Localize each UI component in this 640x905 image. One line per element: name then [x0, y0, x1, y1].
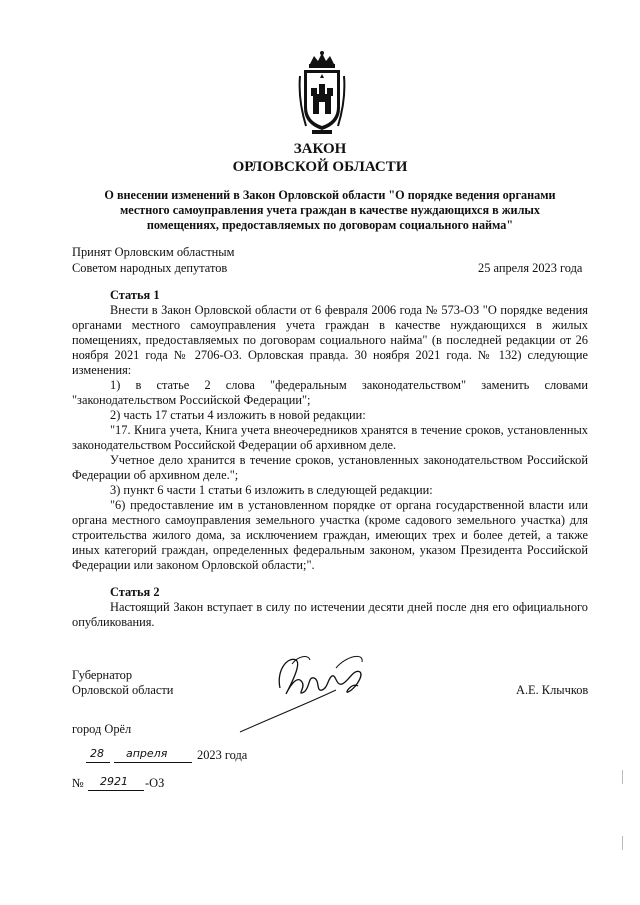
month-underline — [114, 762, 192, 763]
article-1-heading: Статья 1 — [110, 288, 160, 302]
article-1-item-3 — [72, 483, 588, 498]
quote-6-text: "6) предоставление им в установленном порядке от органа государственной власти или органа местного самоуправления земельного участка (кроме садового земельного участка) для строительства жилого дома, за исключением граждан, имеющих трех и более детей, а также иных категорий граждан, определенных федеральным законом, указом Президента Российской Федерации или законом Орловской области;". — [72, 498, 588, 572]
adopted-by-line: Советом народных депутатов — [72, 261, 228, 275]
handwritten-number: 2921 — [100, 775, 128, 788]
region-name: ОРЛОВСКОЙ ОБЛАСТИ — [232, 159, 408, 175]
article-2-body: Настоящий Закон вступает в силу по истечении десяти дней после дня его официального опубликования. — [72, 600, 588, 629]
quote-part-17 — [72, 423, 588, 453]
signatory-name: А.Е. Клычков — [516, 683, 589, 697]
article-2-text — [72, 600, 588, 630]
number-underline — [88, 790, 144, 791]
item-2-text: 2) часть 17 статьи 4 изложить в новой редакции: — [110, 408, 366, 422]
article-1-intro — [72, 303, 588, 378]
article-1-intro-text: Внести в Закон Орловской области от 6 февраля 2006 года № 573-ОЗ "О порядке ведения органами местного самоуправления учета граждан в качестве нуждающихся в жилых помещениях, предоставляемых по договорам социального найма" (в последней редакции от 26 ноября 2021 года № 2706-ОЗ. Орловская правда. 30 ноября 2021 года. № 132) следующие изменения: — [72, 303, 588, 377]
city-line: город Орёл — [72, 722, 132, 736]
coat-of-arms-icon — [298, 50, 346, 136]
number-suffix: -ОЗ — [145, 776, 165, 790]
item-1-text: 1) в статье 2 слова "федеральным законодательством" заменить словами "законодательством Российской Федерации"; — [72, 378, 588, 407]
number-prefix: № — [72, 776, 84, 790]
signatory-region: Орловской области — [72, 683, 174, 697]
article-1-item-2 — [72, 408, 588, 423]
article-1-item-1 — [72, 378, 588, 408]
adoption-date: 25 апреля 2023 года — [478, 261, 583, 275]
day-underline — [86, 762, 110, 763]
quote-part-17-continued — [72, 453, 588, 483]
quote-17b-text: Учетное дело хранится в течение сроков, установленных законодательством Российской Федерации об архивном деле."; — [72, 453, 588, 482]
governor-signature — [236, 646, 376, 736]
law-subtitle-line: О внесении изменений в Закон Орловской области "О порядке ведения органами — [104, 188, 556, 202]
document-type: ЗАКОН — [293, 141, 347, 157]
quote-17-text: "17. Книга учета, Книга учета внеочередников хранятся в течение сроков, установленных законодательством Российской Федерации об архивном деле. — [72, 423, 588, 452]
handwritten-day: 28 — [90, 747, 104, 760]
law-subtitle-line: помещениях, предоставляемых по договорам социального найма" — [146, 218, 514, 232]
scan-mark — [622, 836, 623, 850]
handwritten-month: апреля — [126, 747, 168, 760]
quote-point-6 — [72, 498, 588, 573]
law-subtitle-line: местного самоуправления учета граждан в качестве нуждающихся в жилых — [119, 203, 541, 217]
item-3-text: 3) пункт 6 части 1 статьи 6 изложить в следующей редакции: — [110, 483, 433, 497]
adopted-by-line: Принят Орловским областным — [72, 245, 235, 259]
year-text: 2023 года — [197, 748, 248, 762]
scan-mark — [622, 770, 623, 784]
article-2-heading: Статья 2 — [110, 585, 160, 599]
signatory-position: Губернатор — [72, 668, 133, 682]
